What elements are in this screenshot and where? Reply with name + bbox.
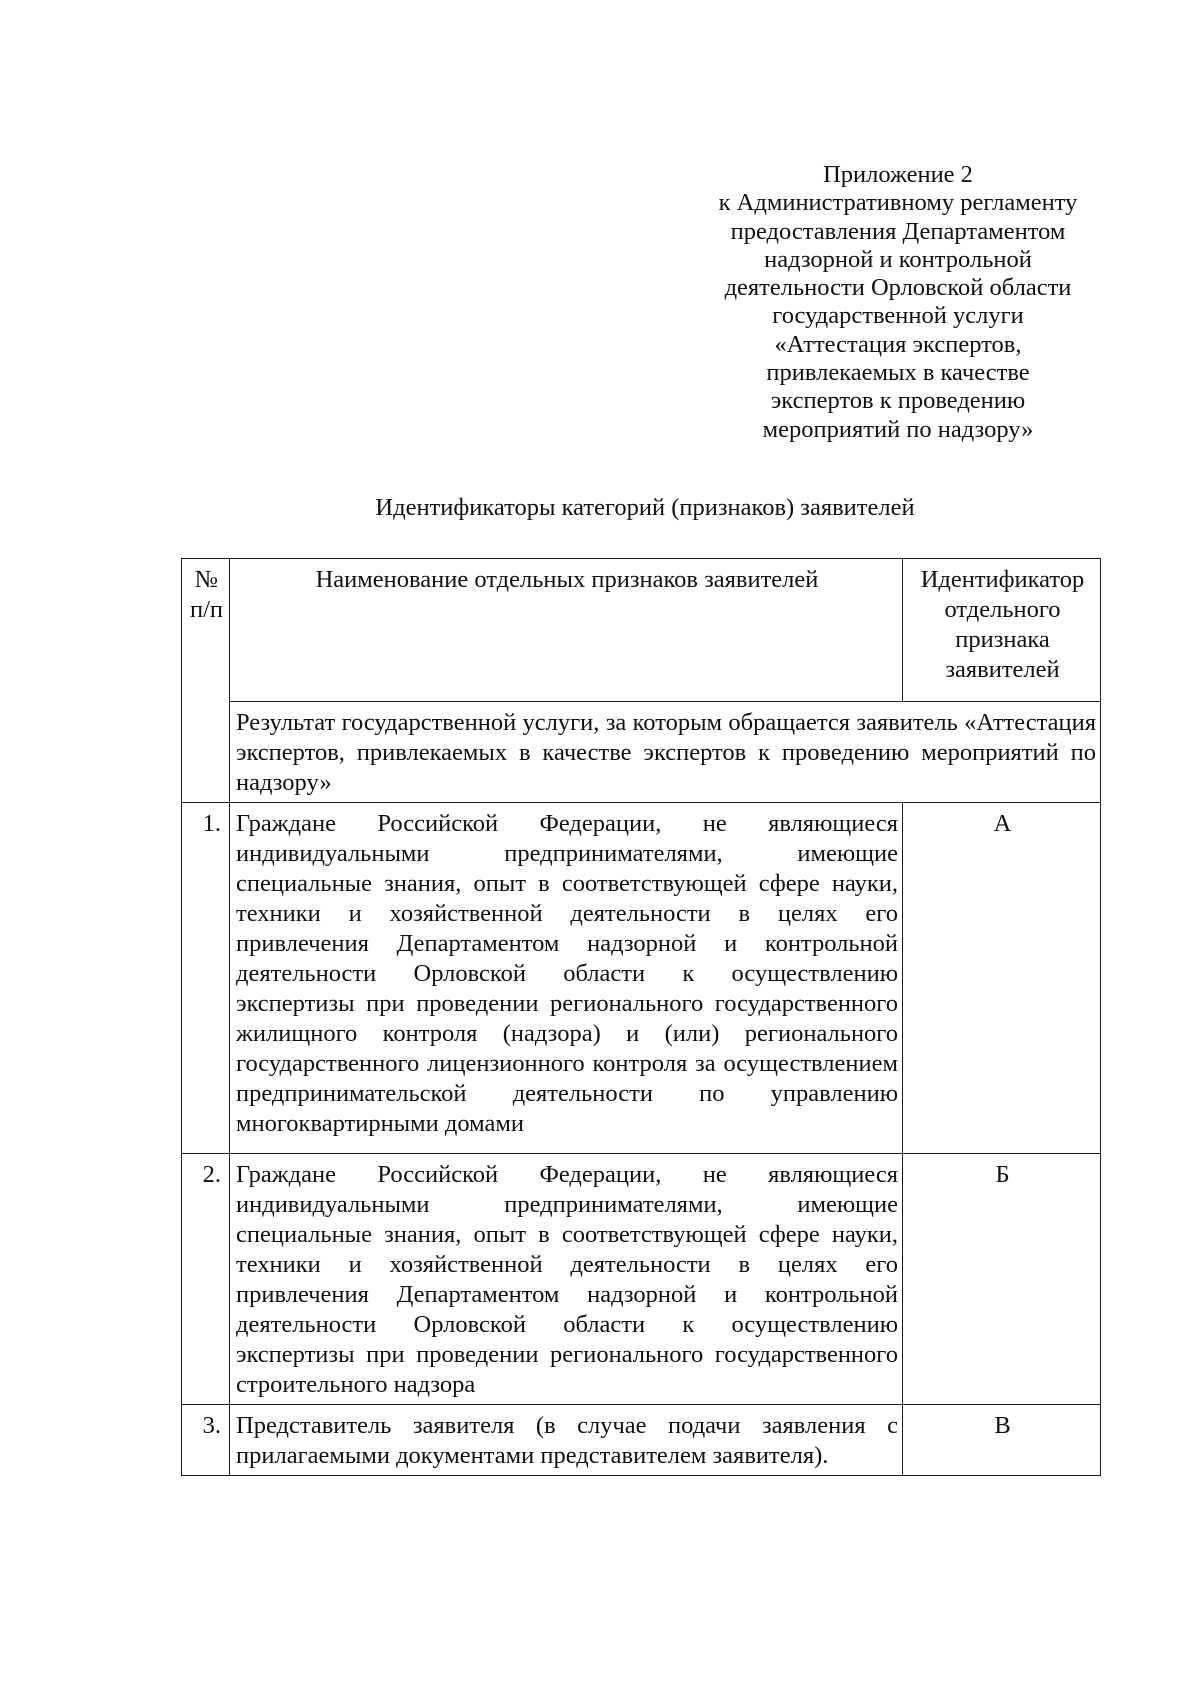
row-number: 3. [182, 1405, 230, 1476]
section-row [182, 702, 1101, 803]
section-text: Результат государственной услуги, за которым обращается заявитель «Аттестация экспертов, привлекаемых в качестве экспертов к проведению мероприятий по надзору» [230, 702, 1101, 803]
header-name: Наименование отдельных признаков заявителей [230, 559, 903, 702]
row-name: Граждане Российской Федерации, не являющиеся индивидуальными предпринимателями, имеющие специальные знания, опыт в соответствующей сфере науки, техники и хозяйственной деятельности в целях его привлечения Департаментом надзорной и контрольной деятельности Орловской области к осуществлению экспертизы при проведении регионального государственного строительного надзора [230, 1154, 903, 1405]
annex-line: Приложение 2 [823, 161, 973, 188]
table-row [182, 1405, 1101, 1476]
row-identifier: В [903, 1405, 1101, 1476]
row-number: 1. [182, 803, 230, 1154]
annex-line: государственной услуги [772, 302, 1024, 330]
header-identifier: Идентификатор отдельного признака заявителей [903, 559, 1101, 702]
document-title: Идентификаторы категорий (признаков) заявителей [375, 494, 915, 521]
annex-line: «Аттестация экспертов, [774, 330, 1022, 358]
row-identifier: А [903, 803, 1101, 1154]
row-identifier: Б [903, 1154, 1101, 1405]
annex-line: экспертов к проведению [770, 387, 1026, 415]
annex-line: деятельности Орловской области [724, 274, 1072, 302]
table-row [182, 803, 1101, 1154]
annex-line: к Административному регламенту [718, 189, 1078, 217]
row-name: Граждане Российской Федерации, не являющиеся индивидуальными предпринимателями, имеющие специальные знания, опыт в соответствующей сфере науки, техники и хозяйственной деятельности в целях его привлечения Департаментом надзорной и контрольной деятельности Орловской области к осуществлению экспертизы при проведении регионального государственного жилищного контроля (надзора) и (или) регионального государственного лицензионного контроля за осуществлением предпринимательской деятельности по управлению многоквартирными домами [230, 803, 903, 1154]
row-number: 2. [182, 1154, 230, 1405]
annex-line: привлекаемых в качестве [766, 359, 1030, 387]
annex-header [688, 161, 1108, 444]
table-row [182, 1154, 1101, 1405]
applicant-categories-table [181, 558, 1101, 1476]
annex-line: предоставления Департаментом [730, 217, 1066, 245]
table-header-row [182, 559, 1101, 702]
row-name: Представитель заявителя (в случае подачи заявления с прилагаемыми документами представителем заявителя). [230, 1405, 903, 1476]
header-number: № п/п [182, 559, 230, 803]
annex-line: надзорной и контрольной [764, 245, 1032, 273]
annex-line: мероприятий по надзору» [762, 415, 1034, 443]
